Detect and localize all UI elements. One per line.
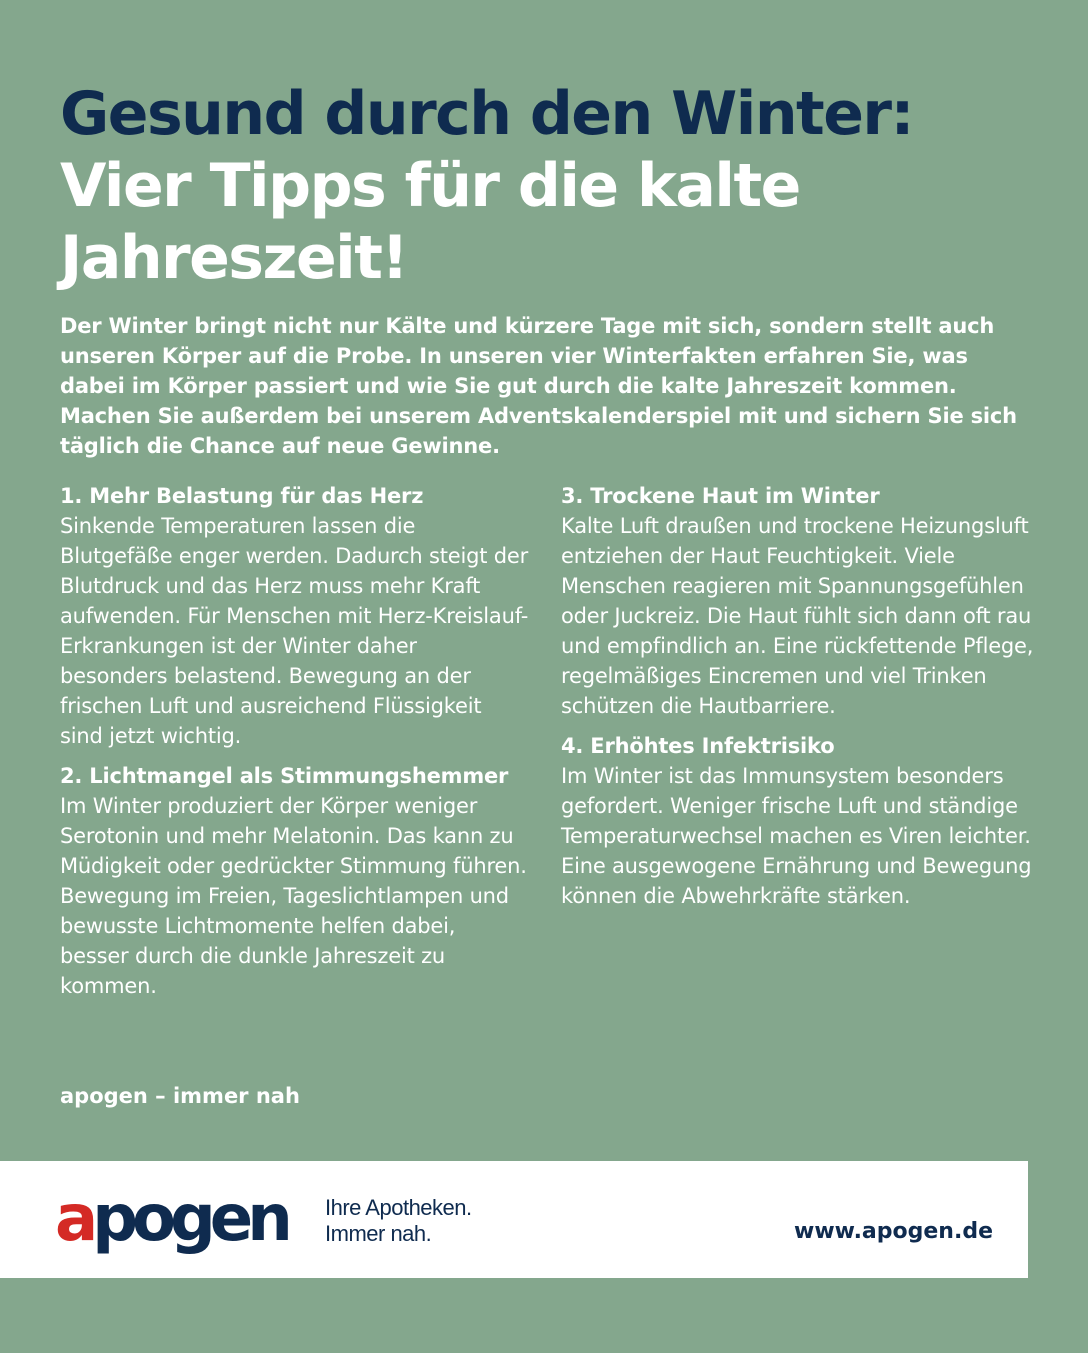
tip-heart xyxy=(60,481,530,751)
tip-title: 2. Lichtmangel als Stimmungshemmer xyxy=(60,764,509,788)
tips-column-right xyxy=(561,481,1041,921)
tip-light xyxy=(60,761,530,1001)
tip-title: 3. Trockene Haut im Winter xyxy=(561,484,880,508)
intro-paragraph: Der Winter bringt nicht nur Kälte und kürzere Tage mit sich, sondern stellt auch unseren Körper auf die Probe. In unseren vier Winterfakten erfahren Sie, was dabei im Körper passiert und wie Sie gut durch die kalte Jahreszeit kommen. Machen Sie außerdem bei unserem Adventskalenderspiel mit und sichern Sie sich täglich die Chance auf neue Gewinne. xyxy=(60,314,1017,458)
tips-column-left xyxy=(60,481,530,1011)
tip-text: Im Winter produziert der Körper weniger Serotonin und mehr Melatonin. Das kann zu Müdigkeit oder gedrückter Stimmung führen. Bewegung im Freien, Tageslichtlampen und bewusste Lichtmomente helfen dabei, besser durch die dunkle Jahreszeit zu kommen. xyxy=(60,794,527,998)
tip-text: Im Winter ist das Immunsystem besonders gefordert. Weniger frische Luft und ständige Temperaturwechsel machen es Viren leichter. Eine ausgewogene Ernährung und Bewegung können die Abwehrkräfte stärken. xyxy=(561,764,1032,908)
website-link[interactable]: www.apogen.de xyxy=(794,1219,993,1244)
headline xyxy=(60,78,1040,294)
claim-line-2: Immer nah. xyxy=(325,1221,432,1246)
tip-skin xyxy=(561,481,1041,721)
logo-wordmark: pogen xyxy=(92,1182,287,1256)
logo-claim xyxy=(325,1195,472,1247)
claim-line-1: Ihre Apotheken. xyxy=(325,1195,472,1220)
footer-bar xyxy=(0,1161,1028,1278)
tip-title: 4. Erhöhtes Infektrisiko xyxy=(561,734,835,758)
tip-text: Kalte Luft draußen und trockene Heizungsluft entziehen der Haut Feuchtigkeit. Viele Menschen reagieren mit Spannungsgefühlen oder Juckreiz. Die Haut fühlt sich dann oft rau und empfindlich an. Eine rückfettende Pflege, regelmäßiges Eincremen und viel Trinken schützen die Hautbarriere. xyxy=(561,514,1034,718)
headline-line-1: Gesund durch den Winter: xyxy=(60,79,914,149)
apogen-logo xyxy=(55,1183,287,1255)
logo-letter-a: a xyxy=(55,1182,93,1256)
slogan: apogen – immer nah xyxy=(60,1084,300,1108)
tip-infection xyxy=(561,731,1041,911)
tip-title: 1. Mehr Belastung für das Herz xyxy=(60,484,424,508)
headline-line-2: Vier Tipps für die kalte Jahreszeit! xyxy=(60,151,800,293)
tip-text: Sinkende Temperaturen lassen die Blutgefäße enger werden. Dadurch steigt der Blutdruck und das Herz muss mehr Kraft aufwenden. Für Menschen mit Herz-Kreislauf-Erkrankungen ist der Winter daher besonders belastend. Bewegung an der frischen Luft und ausreichend Flüssigkeit sind jetzt wichtig. xyxy=(60,514,529,748)
